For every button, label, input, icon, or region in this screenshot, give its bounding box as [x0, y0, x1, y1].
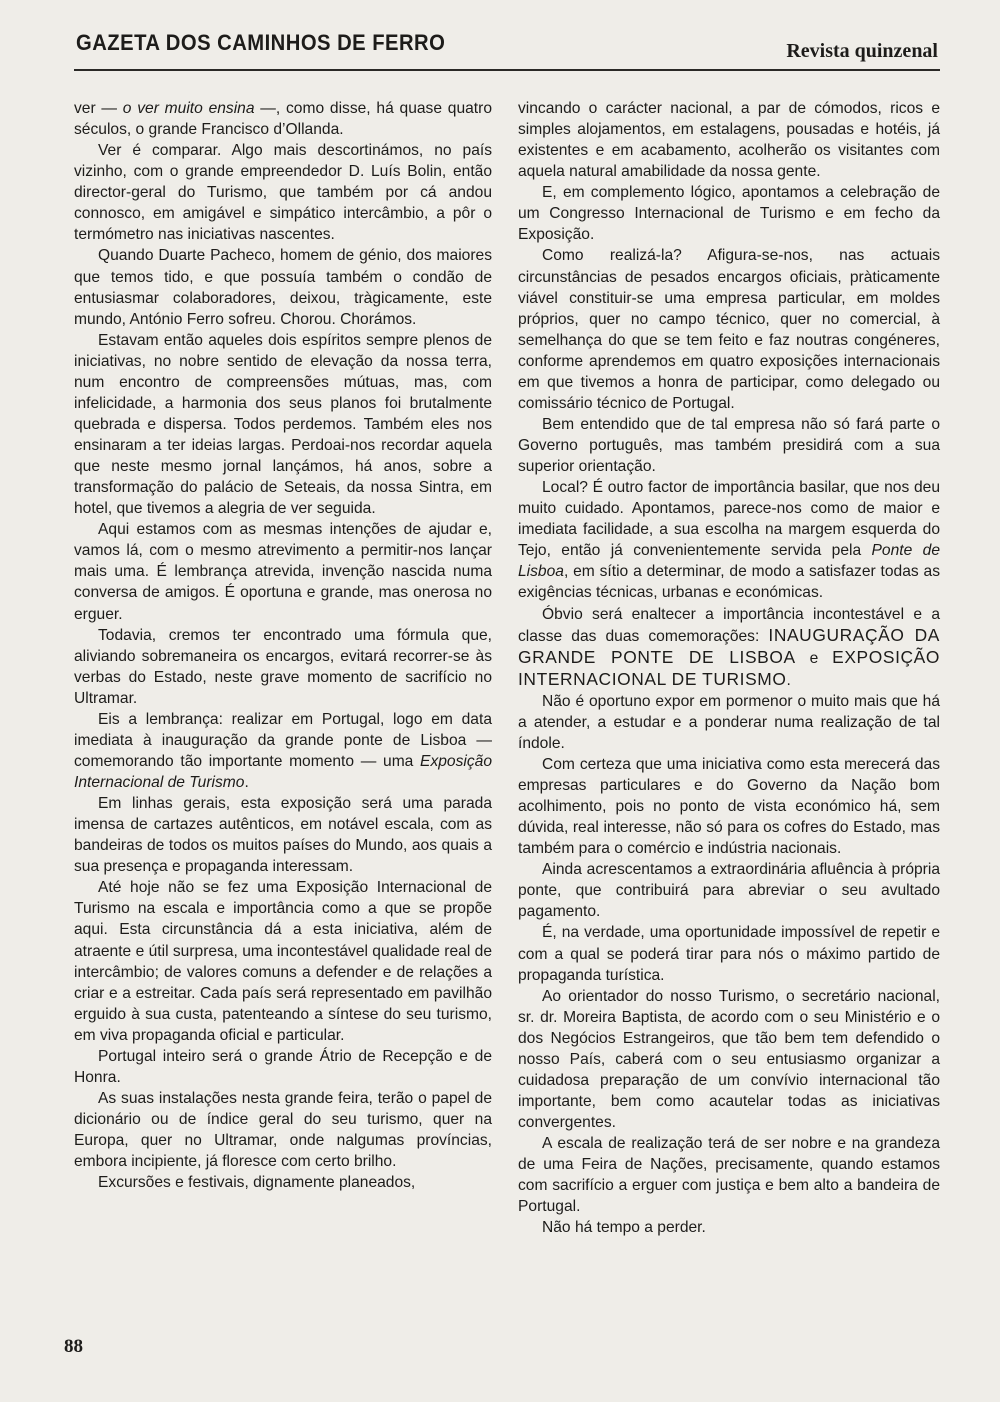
paragraph [518, 1133, 940, 1217]
paragraph-text: Ainda acrescentamos a extraordinária afluência à própria ponte, que contribuirá para abreviar o seu avultado pagamento. [518, 861, 940, 921]
paragraph-text: Em linhas gerais, esta exposição será uma parada imensa de cartazes autênticos, em notável escala, com as bandeiras de todos os muitos países do Mundo, aos quais a sua presença e propaganda interessam. [74, 795, 492, 876]
paragraph-text: . [244, 774, 249, 791]
paragraph-text: , em sítio a determinar, de modo a satisfazer todas as exigências técnicas, urbanas e económicas. [518, 563, 940, 602]
paragraph-text: Ao orientador do nosso Turismo, o secretário nacional, sr. dr. Moreira Baptista, de acordo com o seu Ministério e o dos Negócios Estrangeiros, que tão bem tem defendido o nosso País, caberá com o seu entusiasmo organizar a cuidadosa preparação de um convívio internacional tão importante, bem como acautelar todas as iniciativas convergentes. [518, 987, 940, 1131]
paragraph [518, 604, 940, 691]
paragraph-text: E, em complemento lógico, apontamos a celebração de um Congresso Internacional de Turismo e em fecho da Exposição. [518, 184, 940, 244]
italic-text: Ponte de Lisboa [518, 542, 940, 581]
paragraph [74, 140, 492, 245]
paragraph [74, 625, 492, 709]
paragraph-text: Estavam então aqueles dois espíritos sempre plenos de iniciativas, no nobre sentido de elevação da nossa terra, num encontro de compreensões mútuas, mas, com infelicidade, a harmonia dos seus planos foi brutalmente quebrada e dispersa. Todos perdemos. Também eles nos ensinaram a ter ideias largas. Perdoai-nos recordar aquela que neste mesmo jornal lançámos, há anos, sobre a transformação do palácio de Seteais, da nossa Sintra, em hotel, que tivemos a alegria de ver seguida. [74, 331, 492, 518]
paragraph-text: Bem entendido que de tal empresa não só fará parte o Governo português, mas também presidirá com a sua superior orientação. [518, 415, 940, 476]
paragraph [518, 859, 940, 922]
paragraph [518, 922, 940, 985]
italic-text: o ver muito ensina [122, 100, 255, 117]
journal-title: GAZETA DOS CAMINHOS DE FERRO [76, 30, 446, 55]
paragraph-text: Não há tempo a perder. [542, 1219, 706, 1237]
paragraph [518, 691, 940, 754]
paragraph-text: A escala de realização terá de ser nobre e na grandeza de uma Feira de Nações, precisamente, quando estamos com sacrifício a erguer com justiça e bem alto a bandeira de Portugal. [518, 1135, 940, 1216]
paragraph [518, 414, 940, 477]
paragraph [74, 1172, 492, 1193]
left-text-column [74, 98, 492, 1193]
paragraph [518, 754, 940, 859]
paragraph-text: vincando o carácter nacional, a par de cómodos, ricos e simples alojamentos, em estalagens, pousadas e hotéis, já existentes e em acabamento, acolherão os visitantes com aquela natural amabilidade da nossa gente. [518, 100, 940, 181]
paragraph [518, 182, 940, 245]
header-divider [74, 69, 940, 71]
paragraph-text: Com certeza que uma iniciativa como esta merecerá das empresas particulares e do Governo da Nação bom acolhimento, pois no ponto de vista económico há, sem dúvida, real interesse, não só para os cofres do Estado, mas também para o comércio e indústria nacionais. [518, 755, 940, 858]
paragraph-text: . [786, 671, 791, 689]
paragraph [74, 709, 492, 793]
paragraph-text: Como realizá-la? Afigura-se-nos, nas actuais circunstâncias de pesados encargos oficiais, pràticamente viável constituir-se uma empresa particular, em moldes próprios, quer no campo técnico, quer no comercial, à semelhança do que se tem feito e faz noutras congéneres, conforme aprendemos em quatro exposições internacionais em que tivemos a honra de participar, como delegado ou comissário técnico de Portugal. [518, 247, 940, 412]
paragraph [74, 519, 492, 624]
paragraph [518, 477, 940, 603]
paragraph [74, 877, 492, 1046]
paragraph-text: Até hoje não se fez uma Exposição Internacional de Turismo na escala e importância como a que se propõe aqui. Esta circunstância dá a esta iniciativa, além de atraente e útil surpresa, uma incontestável qualidade real de intercâmbio; de valores comuns a defender e de relações a criar e a estreitar. Cada país será representado em pavilhão erguido à sua custa, patenteando a síntese do seu turismo, em viva propaganda oficial e particular. [74, 879, 492, 1044]
paragraph-text: Todavia, cremos ter encontrado uma fórmula que, aliviando sobremaneira os encargos, evitará recorrer-se às verbas do Estado, neste grave momento de sacrifício no Ultramar. [74, 626, 492, 707]
paragraph-text: —, como disse, há quase quatro séculos, o grande Francisco d’Ollanda. [74, 100, 492, 139]
paragraph [74, 245, 492, 329]
journal-subtitle: Revista quinzenal [786, 40, 938, 62]
paragraph-text: Quando Duarte Pacheco, homem de génio, dos maiores que temos tido, e que possuía também o condão de entusiasmar colaboradores, deixou, tràgicamente, este mundo, António Ferro sofreu. Chorou. Chorámos. [74, 247, 492, 328]
paragraph-text: Portugal inteiro será o grande Átrio de Recepção e de Honra. [74, 1047, 492, 1086]
paragraph-text: e [795, 649, 833, 667]
italic-text: Exposição Internacional de Turismo [74, 752, 492, 791]
paragraph [74, 330, 492, 520]
paragraph-text: Eis a lembrança: realizar em Portugal, logo em data imediata à inauguração da grande ponte de Lisboa — comemorando tão importante momento — uma [74, 710, 492, 770]
right-text-column [518, 98, 940, 1238]
paragraph-text: Aqui estamos com as mesmas intenções de ajudar e, vamos lá, com o mesmo atrevimento a permitir-nos lançar mais uma. É lembrança atrevida, invenção nascida numa conversa de amigos. É oportuna e grande, mas onerosa no erguer. [74, 521, 492, 623]
caps-text: INAUGURAÇÃO DA GRANDE PONTE DE LISBOA [518, 624, 940, 667]
page-number: 88 [64, 1336, 83, 1357]
caps-text: EXPOSIÇÃO INTERNACIONAL DE TURISMO [518, 646, 940, 689]
paragraph-text: Óbvio será enaltecer a importância incontestável e a classe das duas comemorações: [518, 605, 940, 645]
paragraph-text: As suas instalações nesta grande feira, terão o papel de dicionário ou de índice geral do seu turismo, quer na Europa, quer no Ultramar, onde nalgumas províncias, embora incipiente, já floresce com certo brilho. [74, 1089, 492, 1171]
paragraph-text: Excursões e festivais, dignamente planeados, [98, 1174, 416, 1192]
paragraph-text: É, na verdade, uma oportunidade impossível de repetir e com a qual se poderá tirar para nós o máximo partido de propaganda turística. [518, 924, 940, 984]
paragraph-text: Local? É outro factor de importância basilar, que nos deu muito cuidado. Apontamos, parece-nos como de maior e imediata facilidade, a sua escolha na margem esquerda do Tejo, então já convenientemente servida pela [518, 479, 940, 560]
paragraph-text: ver — [74, 100, 123, 117]
paragraph [518, 1217, 940, 1238]
paragraph [74, 793, 492, 877]
paragraph [518, 245, 940, 414]
paragraph [74, 1046, 492, 1088]
paragraph [518, 986, 940, 1133]
paragraph [74, 98, 492, 140]
paragraph-text: Não é oportuno expor em pormenor o muito mais que há a atender, a estudar e a ponderar numa realização de tal índole. [518, 692, 940, 752]
paragraph-text: Ver é comparar. Algo mais descortinámos, no país vizinho, com o grande empreendedor D. Luís Bolin, então director-geral do Turismo, que também por cá andou connosco, em amigável e simpático intercâmbio, a pôr o termómetro nas iniciativas nascentes. [74, 142, 492, 244]
paragraph [74, 1088, 492, 1172]
paragraph [518, 98, 940, 182]
